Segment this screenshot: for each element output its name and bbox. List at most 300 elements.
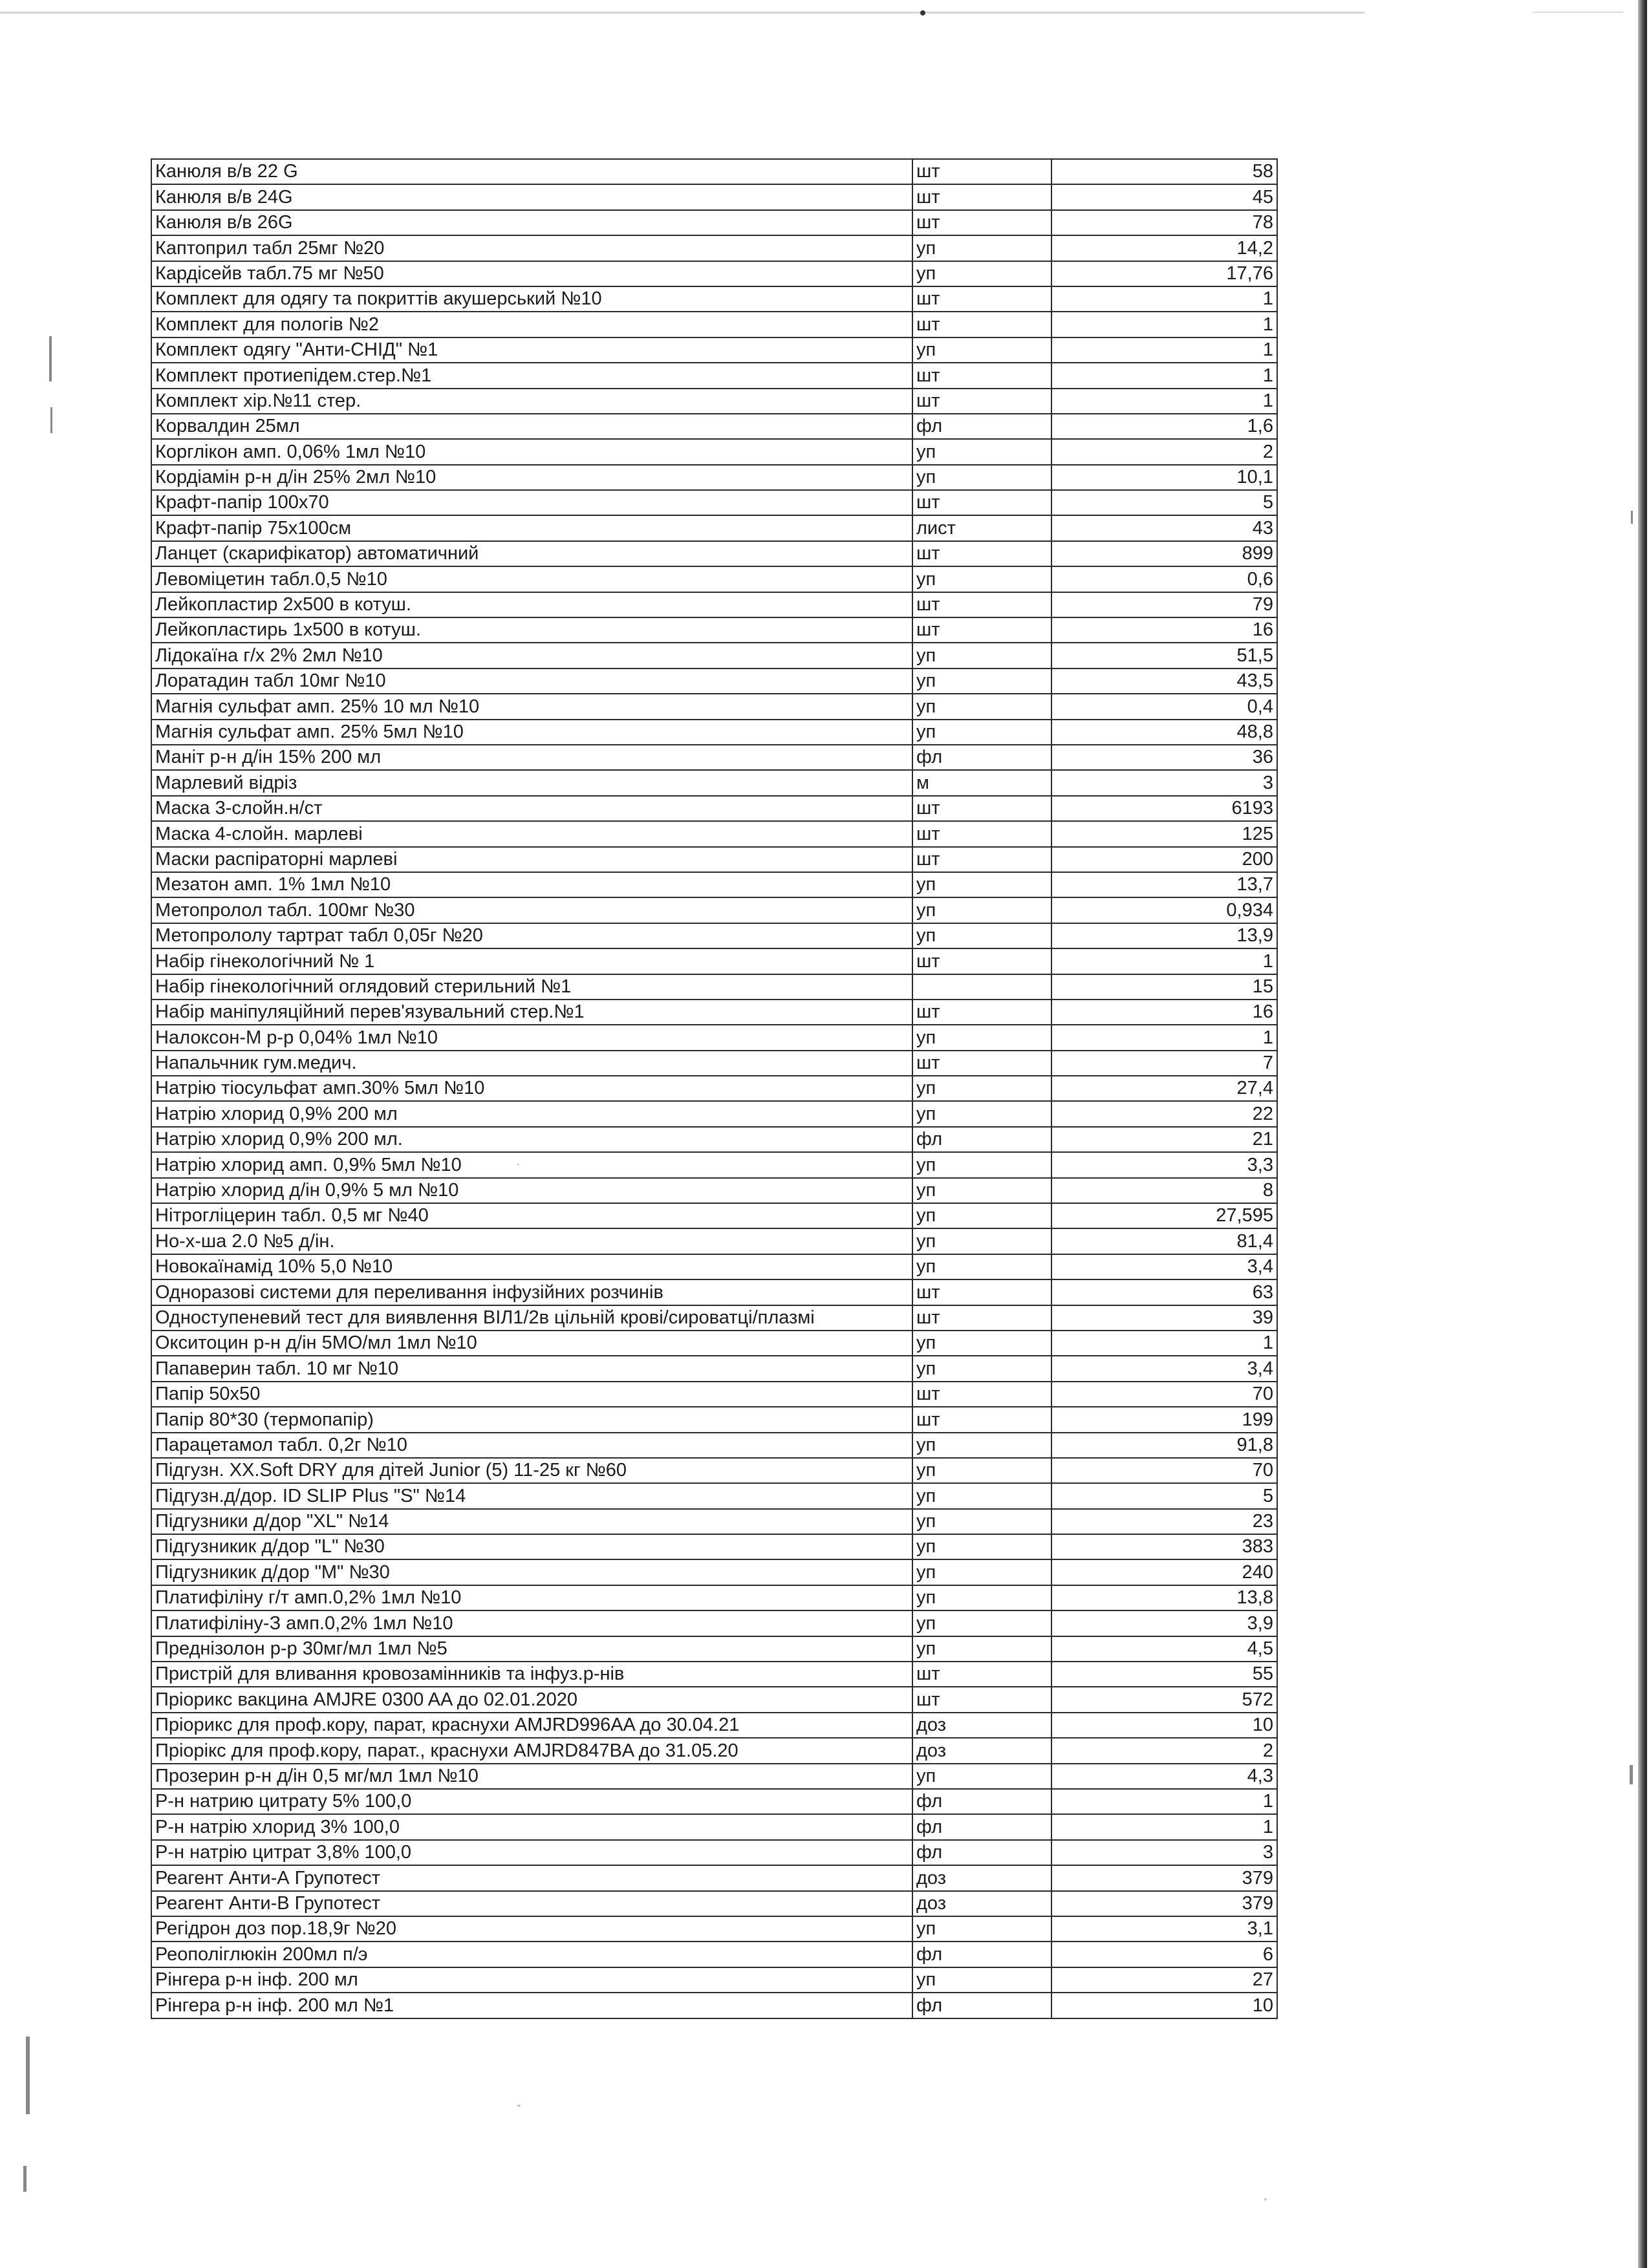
table-row [151,694,1277,719]
unit-cell: шт [912,1305,1051,1331]
quantity-cell: 79 [1051,592,1277,617]
quantity-cell: 240 [1051,1559,1277,1585]
unit-cell: шт [912,389,1051,414]
item-name-cell: Корвалдин 25мл [151,414,912,439]
item-name-cell: Р-н натрію цитрат 3,8% 100,0 [151,1840,912,1865]
scan-top-line-right [1533,12,1623,13]
unit-cell: доз [912,1891,1051,1916]
table-row [151,720,1277,745]
item-name-cell: Набір гінекологічний оглядовий стерильний №1 [151,974,912,1000]
scan-mark-left-3 [26,2037,30,2114]
unit-cell: шт [912,1000,1051,1025]
unit-cell: шт [912,159,1051,184]
table-row [151,159,1277,184]
item-name-cell: Одноразові системи для переливання інфузійних розчинів [151,1279,912,1305]
quantity-cell: 70 [1051,1382,1277,1407]
scan-mark-right-1 [1630,1765,1633,1784]
quantity-cell: 1 [1051,337,1277,363]
table-row [151,1662,1277,1687]
quantity-cell: 379 [1051,1865,1277,1890]
item-name-cell: Лоратадин табл 10мг №10 [151,669,912,694]
table-row [151,1152,1277,1177]
quantity-cell: 1 [1051,948,1277,974]
scan-mark-left-2 [50,407,52,433]
quantity-cell: 5 [1051,490,1277,515]
item-name-cell: Парацетамол табл. 0,2г №10 [151,1433,912,1458]
table-row [151,592,1277,617]
item-name-cell: Кардісейв табл.75 мг №50 [151,261,912,286]
unit-cell: фл [912,1814,1051,1839]
item-name-cell: Марлевий відріз [151,770,912,795]
quantity-cell: 13,8 [1051,1585,1277,1610]
table-row [151,1382,1277,1407]
quantity-cell: 27,4 [1051,1076,1277,1101]
unit-cell: уп [912,1203,1051,1228]
item-name-cell: Окситоцин р-н д/ін 5МО/мл 1мл №10 [151,1331,912,1356]
unit-cell: шт [912,1382,1051,1407]
quantity-cell: 10 [1051,1993,1277,2018]
quantity-cell: 17,76 [1051,261,1277,286]
unit-cell: уп [912,1254,1051,1279]
table-row [151,669,1277,694]
quantity-cell: 383 [1051,1534,1277,1559]
item-name-cell: Реополіглюкін 200мл п/э [151,1942,912,1967]
unit-cell: уп [912,439,1051,464]
unit-cell: уп [912,1228,1051,1254]
item-name-cell: Натрію хлорид 0,9% 200 мл. [151,1127,912,1152]
quantity-cell: 63 [1051,1279,1277,1305]
quantity-cell: 22 [1051,1101,1277,1126]
items-table [151,158,1278,2019]
unit-cell: уп [912,872,1051,897]
quantity-cell: 572 [1051,1687,1277,1712]
table-row [151,897,1277,923]
unit-cell: уп [912,643,1051,668]
table-row [151,1942,1277,1967]
item-name-cell: Канюля в/в 22 G [151,159,912,184]
unit-cell [912,974,1051,1000]
quantity-cell: 91,8 [1051,1433,1277,1458]
quantity-cell: 379 [1051,1891,1277,1916]
quantity-cell: 8 [1051,1178,1277,1203]
quantity-cell: 14,2 [1051,235,1277,261]
table-row [151,1051,1277,1076]
unit-cell: шт [912,1279,1051,1305]
item-name-cell: Підгузникик д/дор "M" №30 [151,1559,912,1585]
table-row [151,821,1277,846]
quantity-cell: 43 [1051,515,1277,540]
unit-cell: уп [912,1458,1051,1483]
table-row [151,1254,1277,1279]
quantity-cell: 2 [1051,1738,1277,1763]
table-row [151,439,1277,464]
unit-cell: уп [912,1585,1051,1610]
unit-cell: уп [912,566,1051,592]
quantity-cell: 1 [1051,363,1277,388]
quantity-cell: 27 [1051,1967,1277,1993]
item-name-cell: Канюля в/в 24G [151,184,912,209]
quantity-cell: 1 [1051,1789,1277,1814]
quantity-cell: 4,3 [1051,1764,1277,1789]
quantity-cell: 1 [1051,389,1277,414]
quantity-cell: 16 [1051,1000,1277,1025]
table-row [151,337,1277,363]
table-row [151,235,1277,261]
quantity-cell: 15 [1051,974,1277,1000]
quantity-cell: 1 [1051,1025,1277,1050]
table-row [151,923,1277,948]
items-table-body [151,159,1277,2018]
unit-cell: доз [912,1865,1051,1890]
item-name-cell: Канюля в/в 26G [151,210,912,235]
item-name-cell: Напальчник гум.медич. [151,1051,912,1076]
item-name-cell: Левоміцетин табл.0,5 №10 [151,566,912,592]
unit-cell: уп [912,1967,1051,1993]
unit-cell: уп [912,669,1051,694]
quantity-cell: 125 [1051,821,1277,846]
table-row [151,363,1277,388]
unit-cell: фл [912,1840,1051,1865]
table-row [151,1101,1277,1126]
quantity-cell: 43,5 [1051,669,1277,694]
unit-cell: уп [912,235,1051,261]
table-row [151,490,1277,515]
quantity-cell: 23 [1051,1509,1277,1534]
scan-smudge [517,2104,521,2107]
item-name-cell: Пристрій для вливання кровозамінників та інфуз.р-нів [151,1662,912,1687]
item-name-cell: Каптоприл табл 25мг №20 [151,235,912,261]
item-name-cell: Крафт-папір 100х70 [151,490,912,515]
table-row [151,770,1277,795]
unit-cell: уп [912,720,1051,745]
table-row [151,184,1277,209]
item-name-cell: Папір 50х50 [151,1382,912,1407]
unit-cell: уп [912,1076,1051,1101]
unit-cell: уп [912,1331,1051,1356]
scan-mark-right-2 [1631,511,1633,524]
table-row [151,1764,1277,1789]
quantity-cell: 81,4 [1051,1228,1277,1254]
table-row [151,1203,1277,1228]
item-name-cell: Папаверин табл. 10 мг №10 [151,1356,912,1381]
unit-cell: уп [912,1559,1051,1585]
table-row [151,745,1277,770]
item-name-cell: Кордіамін р-н д/ін 25% 2мл №10 [151,465,912,490]
unit-cell: шт [912,184,1051,209]
quantity-cell: 2 [1051,439,1277,464]
item-name-cell: Метопролол табл. 100мг №30 [151,897,912,923]
quantity-cell: 16 [1051,617,1277,643]
item-name-cell: Маски распіраторні марлеві [151,847,912,872]
unit-cell: шт [912,1407,1051,1432]
quantity-cell: 4,5 [1051,1636,1277,1662]
table-row [151,414,1277,439]
table-row [151,465,1277,490]
item-name-cell: Мезатон амп. 1% 1мл №10 [151,872,912,897]
item-name-cell: Реагент Анти-А Групотест [151,1865,912,1890]
unit-cell: шт [912,821,1051,846]
unit-cell: фл [912,414,1051,439]
unit-cell: уп [912,1916,1051,1942]
unit-cell: уп [912,1025,1051,1050]
table-row [151,1865,1277,1890]
unit-cell: шт [912,1051,1051,1076]
quantity-cell: 3 [1051,770,1277,795]
unit-cell: уп [912,1433,1051,1458]
unit-cell: уп [912,465,1051,490]
item-name-cell: Натрію хлорид амп. 0,9% 5мл №10 [151,1152,912,1177]
item-name-cell: Регідрон доз пор.18,9г №20 [151,1916,912,1942]
unit-cell: фл [912,1127,1051,1152]
unit-cell: уп [912,337,1051,363]
item-name-cell: Підгузн. XX.Soft DRY для дітей Junior (5) 11-25 кг №60 [151,1458,912,1483]
unit-cell: доз [912,1713,1051,1738]
quantity-cell: 27,595 [1051,1203,1277,1228]
quantity-cell: 78 [1051,210,1277,235]
quantity-cell: 7 [1051,1051,1277,1076]
item-name-cell: Підгузники д/дор "XL" №14 [151,1509,912,1534]
item-name-cell: Одноступеневий тест для виявлення ВІЛ1/2в цільній крові/сироватці/плазмі [151,1305,912,1331]
table-row [151,389,1277,414]
unit-cell: уп [912,1534,1051,1559]
quantity-cell: 1 [1051,1331,1277,1356]
item-name-cell: Підгузникик д/дор "L" №30 [151,1534,912,1559]
table-row [151,1178,1277,1203]
quantity-cell: 899 [1051,541,1277,566]
unit-cell: уп [912,1483,1051,1508]
item-name-cell: Комплект одягу "Анти-СНІД" №1 [151,337,912,363]
unit-cell: фл [912,1993,1051,2018]
table-row [151,643,1277,668]
unit-cell: шт [912,490,1051,515]
item-name-cell: Комплект протиепідем.стер.№1 [151,363,912,388]
table-row [151,1127,1277,1152]
item-name-cell: Пріорикс для проф.кору, парат, краснухи AMJRD996AA до 30.04.21 [151,1713,912,1738]
quantity-cell: 3,9 [1051,1610,1277,1636]
quantity-cell: 1 [1051,286,1277,312]
quantity-cell: 10,1 [1051,465,1277,490]
item-name-cell: Рінгера р-н інф. 200 мл №1 [151,1993,912,2018]
unit-cell: фл [912,1942,1051,1967]
unit-cell: лист [912,515,1051,540]
item-name-cell: Папір 80*30 (термопапір) [151,1407,912,1432]
quantity-cell: 39 [1051,1305,1277,1331]
quantity-cell: 0,6 [1051,566,1277,592]
scan-dot [920,10,925,16]
unit-cell: уп [912,897,1051,923]
table-row [151,1000,1277,1025]
table-row [151,948,1277,974]
item-name-cell: Комплект для пологів №2 [151,312,912,337]
item-name-cell: Комплект для одягу та покриттів акушерський №10 [151,286,912,312]
quantity-cell: 3,1 [1051,1916,1277,1942]
item-name-cell: Набір гінекологічний № 1 [151,948,912,974]
item-name-cell: Магнія сульфат амп. 25% 5мл №10 [151,720,912,745]
quantity-cell: 1 [1051,1814,1277,1839]
unit-cell: уп [912,1356,1051,1381]
table-row [151,312,1277,337]
item-name-cell: Лейкопластир 2х500 в котуш. [151,592,912,617]
table-row [151,1814,1277,1839]
table-row [151,847,1277,872]
table-row [151,1305,1277,1331]
table-row [151,210,1277,235]
quantity-cell: 3 [1051,1840,1277,1865]
item-name-cell: Маска 4-слойн. марлеві [151,821,912,846]
scan-mark-left-1 [49,336,52,381]
item-name-cell: Лейкопластирь 1х500 в котуш. [151,617,912,643]
item-name-cell: Метопрололу тартрат табл 0,05г №20 [151,923,912,948]
table-row [151,566,1277,592]
unit-cell: доз [912,1738,1051,1763]
quantity-cell: 3,3 [1051,1152,1277,1177]
table-row [151,1458,1277,1483]
item-name-cell: Ланцет (скарифікатор) автоматичний [151,541,912,566]
table-row [151,1559,1277,1585]
item-name-cell: Натрію тіосульфат амп.30% 5мл №10 [151,1076,912,1101]
table-row [151,1076,1277,1101]
quantity-cell: 6 [1051,1942,1277,1967]
table-row [151,1356,1277,1381]
item-name-cell: Платифіліну-З амп.0,2% 1мл №10 [151,1610,912,1636]
table-row [151,796,1277,821]
unit-cell: уп [912,694,1051,719]
table-row [151,1713,1277,1738]
quantity-cell: 51,5 [1051,643,1277,668]
unit-cell: шт [912,286,1051,312]
item-name-cell: Но-х-ша 2.0 №5 д/ін. [151,1228,912,1254]
table-row [151,1916,1277,1942]
item-name-cell: Платифіліну г/т амп.0,2% 1мл №10 [151,1585,912,1610]
quantity-cell: 55 [1051,1662,1277,1687]
table-row [151,541,1277,566]
quantity-cell: 1,6 [1051,414,1277,439]
scan-smudge [1264,2198,1267,2201]
item-name-cell: Натрію хлорид 0,9% 200 мл [151,1101,912,1126]
unit-cell: шт [912,1662,1051,1687]
scan-top-line [0,12,1364,14]
item-name-cell: Новокаїнамід 10% 5,0 №10 [151,1254,912,1279]
item-name-cell: Магнія сульфат амп. 25% 10 мл №10 [151,694,912,719]
item-name-cell: Підгузн.д/дор. ID SLIP Plus "S" №14 [151,1483,912,1508]
quantity-cell: 6193 [1051,796,1277,821]
table-row [151,1228,1277,1254]
table-row [151,261,1277,286]
table-row [151,1967,1277,1993]
item-name-cell: Р-н натрию цитрату 5% 100,0 [151,1789,912,1814]
quantity-cell: 36 [1051,745,1277,770]
item-name-cell: Пріорікс для проф.кору, парат., краснухи AMJRD847BA до 31.05.20 [151,1738,912,1763]
table-row [151,515,1277,540]
quantity-cell: 200 [1051,847,1277,872]
table-row [151,1891,1277,1916]
table-row [151,1585,1277,1610]
item-name-cell: Комплект хір.№11 стер. [151,389,912,414]
item-name-cell: Нітрогліцерин табл. 0,5 мг №40 [151,1203,912,1228]
table-row [151,1509,1277,1534]
unit-cell: уп [912,261,1051,286]
unit-cell: шт [912,847,1051,872]
item-name-cell: Маска 3-слойн.н/ст [151,796,912,821]
unit-cell: фл [912,1789,1051,1814]
item-name-cell: Пріорикс вакцина AMJRE 0300 AA до 02.01.2020 [151,1687,912,1712]
unit-cell: уп [912,1178,1051,1203]
table-row [151,286,1277,312]
unit-cell: м [912,770,1051,795]
item-name-cell: Рінгера р-н інф. 200 мл [151,1967,912,1993]
table-row [151,1789,1277,1814]
table-row [151,617,1277,643]
quantity-cell: 13,7 [1051,872,1277,897]
item-name-cell: Крафт-папір 75х100см [151,515,912,540]
unit-cell: шт [912,541,1051,566]
item-name-cell: Корглікон амп. 0,06% 1мл №10 [151,439,912,464]
item-name-cell: Прозерин р-н д/ін 0,5 мг/мл 1мл №10 [151,1764,912,1789]
table-row [151,1636,1277,1662]
item-name-cell: Реагент Анти-В Групотест [151,1891,912,1916]
quantity-cell: 0,934 [1051,897,1277,923]
quantity-cell: 0,4 [1051,694,1277,719]
quantity-cell: 13,9 [1051,923,1277,948]
unit-cell: уп [912,1764,1051,1789]
unit-cell: уп [912,1636,1051,1662]
quantity-cell: 45 [1051,184,1277,209]
table-row [151,1840,1277,1865]
scan-mark-left-4 [23,2166,27,2192]
quantity-cell: 10 [1051,1713,1277,1738]
item-name-cell: Натрію хлорид д/ін 0,9% 5 мл №10 [151,1178,912,1203]
unit-cell: уп [912,1152,1051,1177]
quantity-cell: 58 [1051,159,1277,184]
unit-cell: шт [912,617,1051,643]
item-name-cell: Набір маніпуляційний перев'язувальний стер.№1 [151,1000,912,1025]
unit-cell: уп [912,1610,1051,1636]
item-name-cell: Налоксон-М р-р 0,04% 1мл №10 [151,1025,912,1050]
quantity-cell: 21 [1051,1127,1277,1152]
unit-cell: шт [912,1687,1051,1712]
quantity-cell: 3,4 [1051,1254,1277,1279]
item-name-cell: Р-н натрію хлорид 3% 100,0 [151,1814,912,1839]
table-row [151,1279,1277,1305]
table-row [151,1534,1277,1559]
table-row [151,1331,1277,1356]
item-name-cell: Маніт р-н д/ін 15% 200 мл [151,745,912,770]
table-row [151,1610,1277,1636]
table-row [151,872,1277,897]
unit-cell: уп [912,1101,1051,1126]
table-row [151,1687,1277,1712]
table-row [151,1407,1277,1432]
quantity-cell: 5 [1051,1483,1277,1508]
unit-cell: фл [912,745,1051,770]
table-row [151,1993,1277,2018]
quantity-cell: 3,4 [1051,1356,1277,1381]
quantity-cell: 199 [1051,1407,1277,1432]
unit-cell: шт [912,210,1051,235]
unit-cell: шт [912,592,1051,617]
unit-cell: шт [912,796,1051,821]
unit-cell: шт [912,363,1051,388]
item-name-cell: Лідокаїна г/х 2% 2мл №10 [151,643,912,668]
item-name-cell: Преднізолон р-р 30мг/мл 1мл №5 [151,1636,912,1662]
quantity-cell: 1 [1051,312,1277,337]
table-row [151,1433,1277,1458]
table-row [151,1738,1277,1763]
table-row [151,1483,1277,1508]
unit-cell: шт [912,312,1051,337]
quantity-cell: 70 [1051,1458,1277,1483]
table-row [151,1025,1277,1050]
